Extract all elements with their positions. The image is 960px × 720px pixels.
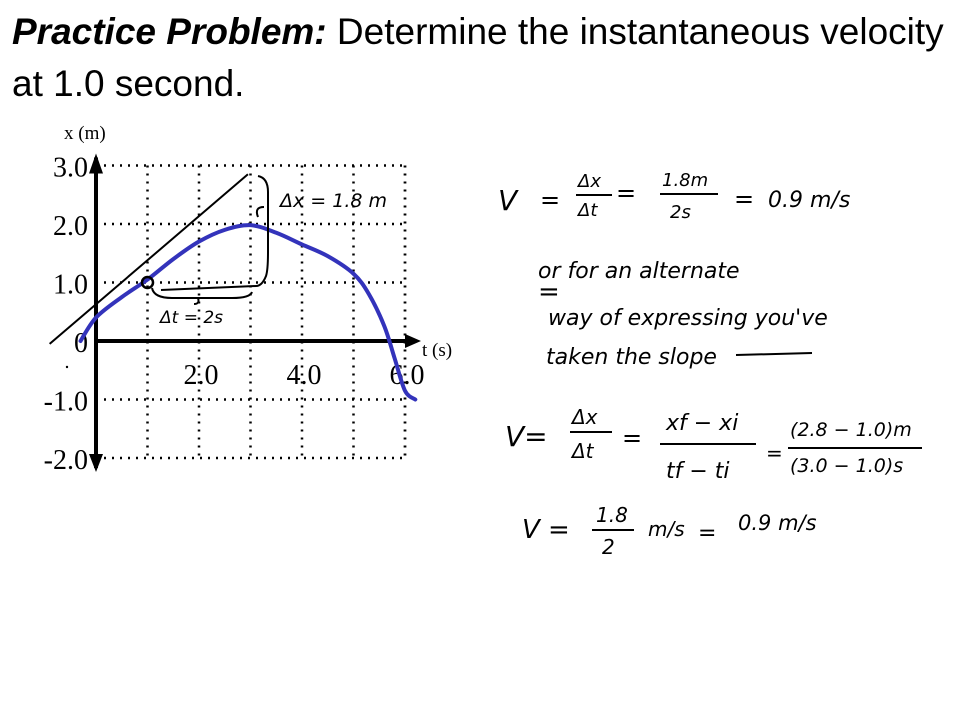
note3-eq: = — [698, 521, 717, 546]
x-tick-label: 2.0 — [183, 360, 219, 391]
note3-den: 2 — [602, 535, 615, 559]
y-tick-label: 1.0 — [53, 269, 88, 301]
note2-frac-den: Δt — [572, 439, 594, 463]
title-bold: Practice Problem: — [12, 11, 327, 52]
note1-den2: 2s — [670, 202, 691, 223]
note1-frac-den: Δt — [578, 200, 598, 221]
y-tick-label: 2.0 — [53, 211, 88, 242]
note3-unit: m/s — [648, 517, 685, 541]
note3-v: V = — [522, 515, 570, 545]
alt-text-line2: way of expressing you've — [548, 306, 828, 331]
x-axis-label: t (s) — [422, 340, 453, 361]
note2-eq: = — [622, 424, 643, 452]
x-tick-label: 6.0 — [389, 360, 425, 391]
y-axis-label: x (m) — [64, 123, 106, 144]
note2-den3: (3.0 − 1.0)s — [790, 455, 904, 477]
alt-equals: = — [538, 277, 560, 307]
title-rest: Determine the instantaneous velocity at 1.0 second. — [12, 11, 944, 104]
note2-den2: tf − ti — [666, 459, 730, 484]
note2-num3: (2.8 − 1.0)m — [790, 419, 912, 441]
note2-v: V= — [505, 420, 548, 453]
alt-text-line1: or for an alternate — [538, 259, 740, 284]
note1-result: 0.9 m/s — [768, 188, 851, 213]
note2-eq2: = — [766, 441, 783, 465]
y-tick-label: -1.0 — [43, 386, 88, 418]
note3-num: 1.8 — [596, 503, 628, 527]
y-tick-label: -2.0 — [43, 445, 88, 476]
note1-frac-num: Δx — [578, 171, 601, 192]
delta-x-annotation: Δx = 1.8 m — [280, 190, 388, 212]
note1-v: V — [498, 184, 518, 217]
note3-result: 0.9 m/s — [738, 511, 817, 535]
delta-t-annotation: Δt = 2s — [160, 308, 224, 328]
note1-eq3: = — [734, 185, 755, 213]
note1-eq: = — [540, 186, 561, 214]
alt-underline — [736, 353, 812, 355]
alt-text-line3: taken the slope — [546, 345, 717, 370]
y-tick-label: 0 — [74, 328, 88, 359]
note2-frac-num: Δx — [572, 405, 598, 429]
note1-num2: 1.8m — [662, 170, 709, 191]
x-tick-label: 4.0 — [286, 360, 322, 391]
note2-num2: xf − xi — [666, 411, 739, 436]
y-tick-label: 3.0 — [53, 152, 88, 184]
note1-eq2: = — [616, 179, 637, 207]
